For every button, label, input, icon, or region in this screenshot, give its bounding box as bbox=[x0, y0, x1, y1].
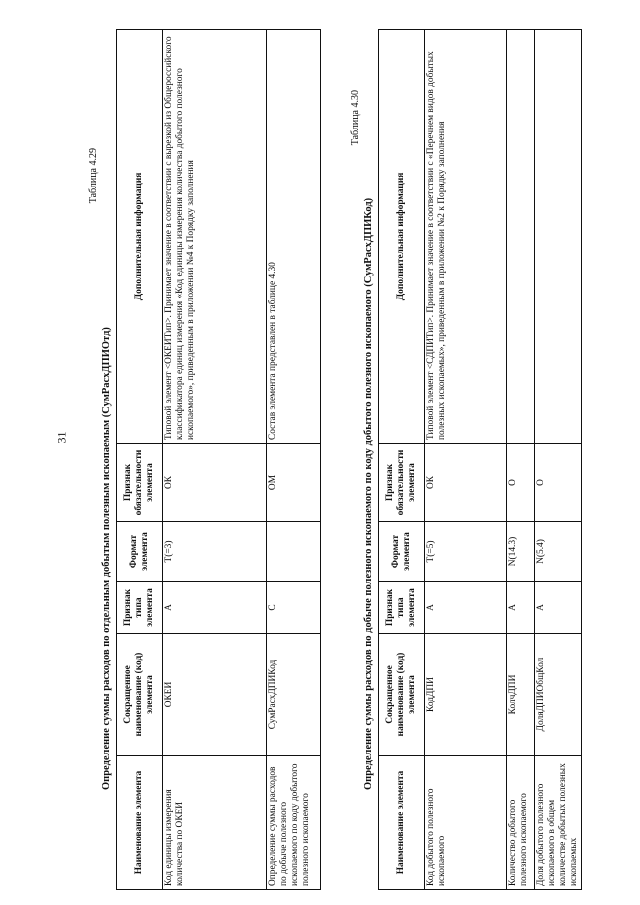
column-header: Признак типа элемента bbox=[117, 582, 163, 634]
table-label: Таблица 4.29 bbox=[88, 148, 99, 204]
cell-info: Типовой элемент <СДПИТип>. Принимает значение в соответствии с «Перечнем видов добытых полезных ископаемых», приведенным в приложении №2 к Порядку заполнения bbox=[425, 30, 507, 444]
cell-name: Определение суммы расходов по добыче полезного ископаемого по коду добытого полезного ископаемого bbox=[267, 756, 321, 890]
cell-required: ОМ bbox=[267, 444, 321, 522]
cell-info: Типовой элемент <ОКЕИТип>. Принимает значение в соответствии с вырезкой из Общероссийского классификатора единиц измерения «Код единицы измерения количества добытого полезного ископаемого», приведенным в приложении №4 к Порядку заполнения bbox=[163, 30, 267, 444]
column-header: Наименование элемента bbox=[379, 756, 425, 890]
cell-format bbox=[267, 522, 321, 582]
cell-format: N(14.3) bbox=[507, 522, 535, 582]
cell-info: Состав элемента представлен в таблице 4.30 bbox=[267, 30, 321, 444]
table-4-29 bbox=[116, 29, 321, 890]
column-header: Признак обязательности элемента bbox=[117, 444, 163, 522]
table-header-row bbox=[379, 30, 425, 890]
column-header: Дополнительная информация bbox=[379, 30, 425, 444]
column-header: Формат элемента bbox=[117, 522, 163, 582]
cell-code: КолчДПИ bbox=[507, 634, 535, 756]
column-header: Дополнительная информация bbox=[117, 30, 163, 444]
column-header: Сокращенное наименование (код) элемента bbox=[117, 634, 163, 756]
column-header: Признак типа элемента bbox=[379, 582, 425, 634]
cell-required: О bbox=[535, 444, 582, 522]
table-label: Таблица 4.30 bbox=[350, 90, 361, 146]
column-header: Признак обязательности элемента bbox=[379, 444, 425, 522]
cell-format: T(=3) bbox=[163, 522, 267, 582]
cell-required: О bbox=[507, 444, 535, 522]
table-title: Определение суммы расходов по отдельным добытым полезным ископаемым (СумРасхДПИОтд) bbox=[101, 327, 112, 790]
cell-type: А bbox=[535, 582, 582, 634]
cell-required: ОК bbox=[425, 444, 507, 522]
cell-code: ОКЕИ bbox=[163, 634, 267, 756]
cell-format: T(=5) bbox=[425, 522, 507, 582]
cell-code: КодДПИ bbox=[425, 634, 507, 756]
table-row bbox=[507, 30, 535, 890]
table-4-30 bbox=[378, 29, 582, 890]
table-row bbox=[535, 30, 582, 890]
cell-code: СумРасхДПИКод bbox=[267, 634, 321, 756]
table-row bbox=[267, 30, 321, 890]
cell-type: А bbox=[425, 582, 507, 634]
cell-info bbox=[507, 30, 535, 444]
cell-type: С bbox=[267, 582, 321, 634]
cell-type: А bbox=[507, 582, 535, 634]
cell-name: Доля добытого полезного ископаемого в общем количестве добытых полезных ископаемых bbox=[535, 756, 582, 890]
table-header-row bbox=[117, 30, 163, 890]
table-row bbox=[163, 30, 267, 890]
cell-format: N(5.4) bbox=[535, 522, 582, 582]
cell-code: ДоляДПИОбщКол bbox=[535, 634, 582, 756]
cell-type: А bbox=[163, 582, 267, 634]
column-header: Наименование элемента bbox=[117, 756, 163, 890]
cell-name: Код единицы измерения количества по ОКЕИ bbox=[163, 756, 267, 890]
cell-required: ОК bbox=[163, 444, 267, 522]
column-header: Формат элемента bbox=[379, 522, 425, 582]
page-number: 31 bbox=[54, 431, 69, 444]
table-row bbox=[425, 30, 507, 890]
cell-name: Количество добытого полезного ископаемого bbox=[507, 756, 535, 890]
cell-info bbox=[535, 30, 582, 444]
cell-name: Код добытого полезного ископаемого bbox=[425, 756, 507, 890]
column-header: Сокращенное наименование (код) элемента bbox=[379, 634, 425, 756]
table-title: Определение суммы расходов по добыче полезного ископаемого по коду добытого полезного ископаемого (СумРасхДПИКод) bbox=[363, 197, 374, 790]
